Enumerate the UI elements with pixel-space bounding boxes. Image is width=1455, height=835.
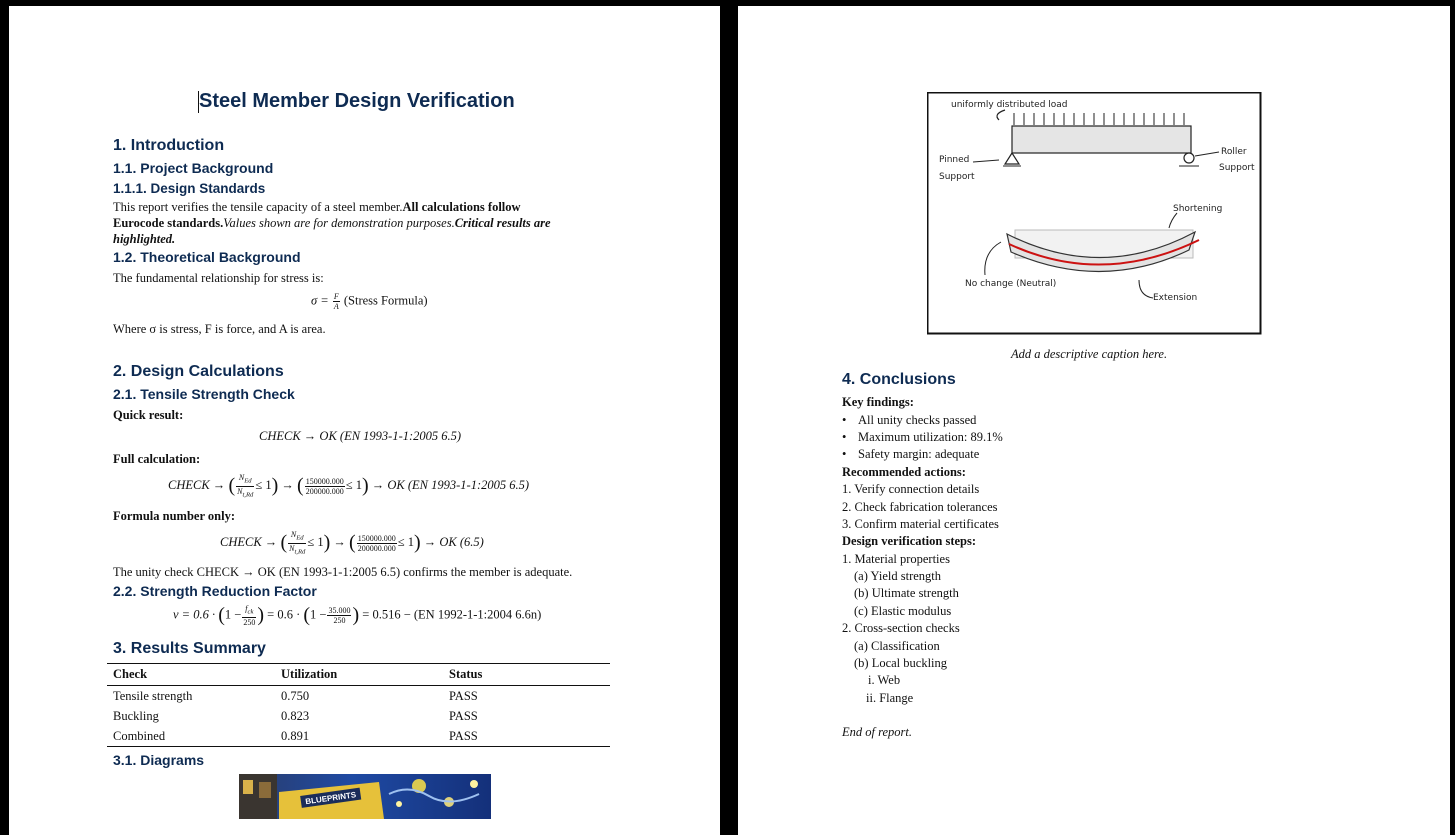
pinned-label-2: Support	[939, 172, 975, 182]
formula-number-label: Formula number only:	[113, 509, 235, 523]
heading-design-calculations: 2. Design Calculations	[113, 363, 284, 380]
table-cell: Combined	[107, 726, 275, 747]
heading-theoretical-background: 1.2. Theoretical Background	[113, 249, 301, 265]
figure-caption: Add a descriptive caption here.	[1011, 347, 1168, 361]
document-page-right[interactable]	[738, 6, 1450, 835]
quick-result-equation: CHECK → OK (EN 1993-1-1:2005 6.5)	[259, 429, 462, 443]
end-of-report: End of report.	[842, 725, 913, 739]
heading-tensile-strength-check: 2.1. Tensile Strength Check	[113, 386, 295, 402]
heading-introduction: 1. Introduction	[113, 137, 225, 154]
document-page-left[interactable]	[9, 6, 720, 835]
quick-result-label: Quick result:	[113, 408, 184, 422]
stress-formula	[311, 292, 428, 311]
table-cell: Tensile strength	[113, 688, 193, 703]
table-cell: 0.891	[275, 726, 443, 747]
action-item: 3. Confirm material certificates	[842, 517, 999, 531]
step-item: (a) Classification	[854, 639, 940, 653]
extension-label: Extension	[1153, 293, 1198, 303]
document-title: Steel Member Design Verification	[199, 90, 515, 112]
table-cell: 0.823	[281, 708, 310, 723]
heading-results-summary: 3. Results Summary	[113, 640, 266, 657]
step-item: ii. Flange	[866, 691, 914, 705]
step-item: (c) Elastic modulus	[854, 604, 952, 618]
step-item: 2. Cross-section checks	[842, 621, 960, 635]
roller-label-2: Support	[1219, 163, 1255, 173]
stress-num: F	[333, 292, 339, 301]
stress-lhs: σ =	[311, 293, 329, 308]
beam-diagram[interactable]	[927, 92, 1262, 335]
heading-design-standards: 1.1.1. Design Standards	[113, 181, 266, 196]
results-table	[107, 663, 610, 747]
heading-conclusions: 4. Conclusions	[842, 371, 956, 388]
table-header-row	[107, 664, 610, 686]
roller-label: Roller	[1221, 147, 1247, 157]
action-item: 1. Verify connection details	[842, 482, 980, 496]
table-row	[107, 706, 610, 726]
where-paragraph: Where σ is stress, F is force, and A is area.	[113, 322, 326, 336]
table-header-status: Status	[443, 664, 610, 686]
table-header-check: Check	[107, 664, 275, 686]
table-cell: PASS	[443, 726, 610, 747]
finding-item: • Safety margin: adequate	[842, 447, 980, 461]
formula-number-equation: CHECK → ( $\frac{N_{Ed}}{N_{t,Rd}}$ ≤ 1) → ( $\frac{150000.000}{200000.000}$ ≤ 1) → OK (6.5)	[220, 530, 484, 556]
finding-item: • All unity checks passed	[842, 413, 977, 427]
full-check-tail: → OK (EN 1993-1-1:2005 6.5)	[371, 477, 530, 492]
unity-paragraph: The unity check CHECK → OK (EN 1993-1-1:2005 6.5) confirms the member is adequate.	[113, 565, 573, 579]
verification-steps-label: Design verification steps:	[842, 534, 977, 548]
step-item: (a) Yield strength	[854, 569, 942, 583]
stress-label: (Stress Formula)	[343, 293, 428, 308]
intro-text-6: highlighted.	[113, 232, 176, 246]
step-item: (b) Local buckling	[854, 656, 948, 670]
step-item: i. Web	[868, 673, 901, 687]
table-cell: PASS	[449, 708, 478, 723]
table-row	[107, 686, 610, 707]
beam	[1012, 126, 1191, 153]
heading-project-background: 1.1. Project Background	[113, 160, 274, 176]
blueprints-image[interactable]	[239, 774, 491, 819]
intro-text-1: This report verifies the tensile capacity of a steel member.	[113, 200, 403, 214]
neutral-label: No change (Neutral)	[965, 279, 1057, 289]
blueprints-label: BLUEPRINTS	[304, 790, 357, 807]
action-item: 2. Check fabrication tolerances	[842, 500, 998, 514]
finding-item: • Maximum utilization: 89.1%	[842, 430, 1003, 444]
heading-diagrams: 3.1. Diagrams	[113, 752, 205, 768]
reduction-equation: ν = 0.6 · (1 − $\frac{f_{ck}}{250}$ ) = 0.6 · (1 − $\frac{35.000}{250}$ ) = 0.516 − (EN 1992-1-1:2004 6.6n)	[173, 604, 542, 627]
theory-paragraph: The fundamental relationship for stress is:	[113, 271, 324, 285]
step-item: (b) Ultimate strength	[854, 586, 959, 600]
intro-text-5: Critical results are	[454, 216, 551, 230]
full-check-text: CHECK →	[168, 477, 226, 492]
load-label: uniformly distributed load	[951, 100, 1068, 110]
table-cell: Buckling	[113, 708, 159, 723]
heading-strength-reduction-factor: 2.2. Strength Reduction Factor	[113, 583, 317, 599]
stress-den: A	[333, 302, 339, 311]
table-header-utilization: Utilization	[275, 664, 443, 686]
intro-text-2: All calculations follow	[402, 200, 521, 214]
shortening-label: Shortening	[1173, 204, 1223, 214]
table-cell: 0.750	[281, 688, 310, 703]
pinned-label: Pinned	[939, 155, 970, 165]
intro-text-3: Eurocode standards.	[113, 216, 224, 230]
stress-fraction	[333, 292, 340, 311]
intro-paragraph	[113, 199, 613, 247]
roller-support-icon	[1184, 153, 1194, 163]
recommended-actions-label: Recommended actions:	[842, 465, 966, 479]
formula-tail: → OK (6.5)	[423, 534, 484, 549]
key-findings-label: Key findings:	[842, 395, 914, 409]
full-calculation-label: Full calculation:	[113, 452, 201, 466]
full-calculation-equation: CHECK → ( $\frac{N_{Ed}}{N_{t,Rd}}$ ≤ 1) → ( $\frac{150000.000}{200000.000}$ ≤ 1) → OK (EN 1993-1-1:2005 6.5)	[168, 473, 530, 499]
intro-text-4: Values shown are for demonstration purposes.	[223, 216, 455, 230]
table-cell: PASS	[449, 688, 478, 703]
step-item: 1. Material properties	[842, 552, 950, 566]
table-row	[107, 726, 610, 747]
